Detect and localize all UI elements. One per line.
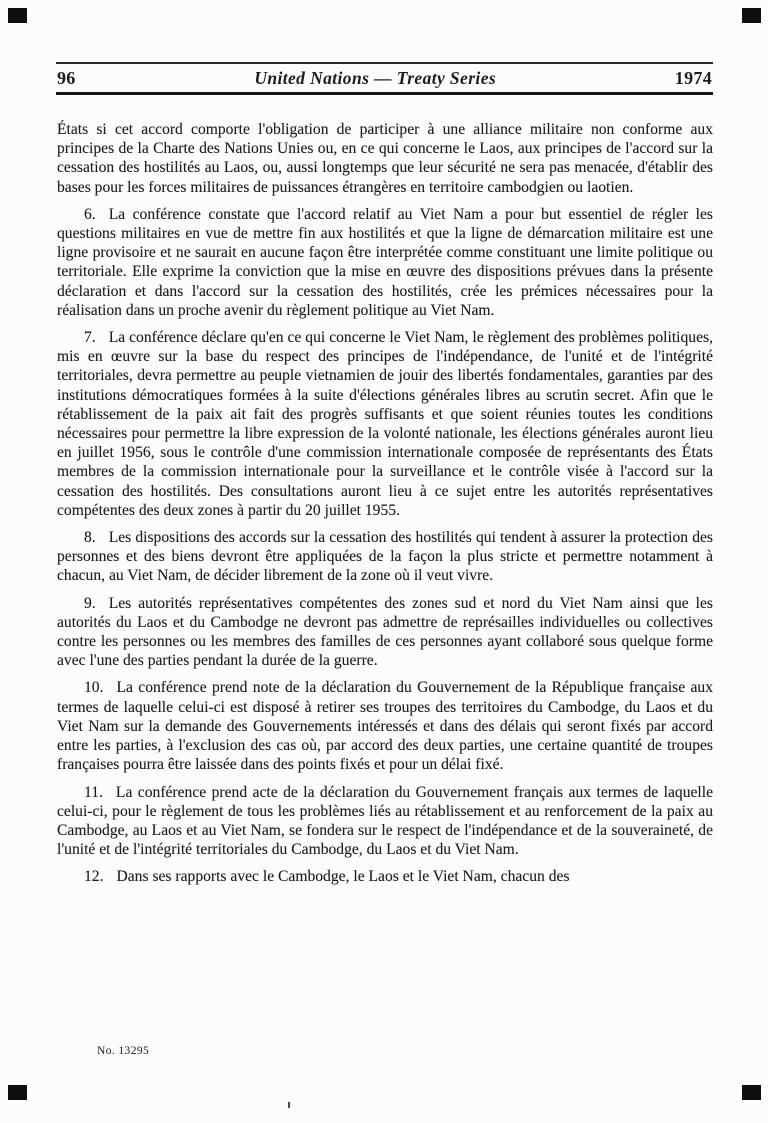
paragraph-number: 10. — [84, 679, 104, 697]
paragraph-8 — [57, 528, 713, 586]
paragraph-6 — [57, 205, 713, 320]
paragraph-11 — [57, 783, 713, 860]
paragraph-text: Les dispositions des accords sur la cessation des hostilités qui tendent à assurer la protection des personnes et des biens devront être appliquées de la façon la plus stricte et permettre notamment à chacun, au Viet Nam, de décider librement de la zone où il veut vivre. — [57, 529, 713, 585]
paragraph-10 — [57, 678, 713, 774]
scan-corner-mark-bottom-left — [8, 1085, 27, 1100]
paragraph-text: Les autorités représentatives compétentes des zones sud et nord du Viet Nam ainsi que les autorités du Laos et du Cambodge ne devront pas admettre de représailles individuelles ou collectives contre les personnes ou les membres des familles de ces personnes ayant collaboré sous quelque forme avec l'une des parties pendant la durée de la guerre. — [57, 594, 713, 670]
scan-corner-mark-top-left — [8, 8, 27, 23]
paragraph-number: 8. — [84, 529, 96, 547]
scan-corner-mark-top-right — [742, 8, 761, 23]
paragraph-text: La conférence constate que l'accord relatif au Viet Nam a pour but essentiel de régler les questions militaires en vue de mettre fin aux hostilités et que la ligne de démarcation militaire est une ligne provisoire et ne saurait en aucune façon être interprétée comme constituant une limite politique ou territoriale. Elle exprime la conviction que la mise en œuvre des dispositions prévues dans la présente déclaration et dans l'accord sur la cessation des hostilités, crée les prémices nécessaires pour la réalisation dans un proche avenir du règlement politique au Viet Nam. — [57, 205, 713, 319]
paragraph-text: États si cet accord comporte l'obligation de participer à une alliance militaire non conforme aux principes de la Charte des Nations Unies ou, en ce qui concerne le Laos, aux principes de l'accord sur la cessation des hostilités au Laos, ou, aussi longtemps que leur sécurité ne sera pas menacée, d'établir des bases pour les forces militaires de puissances étrangères en territoire cambodgien ou laotien. — [57, 121, 713, 196]
paragraph-12 — [57, 867, 713, 886]
paragraph-text: Dans ses rapports avec le Cambodge, le Laos et le Viet Nam, chacun des — [116, 868, 570, 886]
volume-year: 1974 — [674, 68, 712, 88]
paragraph-number: 9. — [84, 594, 96, 612]
running-head — [56, 62, 713, 95]
scan-corner-mark-bottom-right — [742, 1085, 761, 1100]
paragraph-7 — [57, 328, 713, 520]
paragraph-number: 11. — [84, 783, 103, 801]
paragraph-text: La conférence prend acte de la déclaration du Gouvernement français aux termes de laquelle celui-ci, pour le règlement de tous les problèmes liés au rétablissement et au renforcement de la paix au Cambodge, au Laos et au Viet Nam, se fondera sur le respect de l'indépendance et de la souveraineté, de l'unité et de l'intégrité territoriales du Cambodge, du Laos et du Viet Nam. — [57, 783, 713, 859]
body-text — [57, 120, 713, 887]
treaty-registration-number: No. 13295 — [97, 1045, 150, 1057]
paragraph-number: 7. — [84, 329, 96, 347]
paragraph-number: 12. — [84, 868, 104, 886]
series-title: United Nations — Treaty Series — [254, 68, 497, 88]
paragraph-text: La conférence prend note de la déclaration du Gouvernement de la République française aux termes de laquelle celui-ci est disposé à retirer ses troupes des territoires du Cambodge, du Laos et du Viet Nam sur la demande des Gouvernements intéressés et dans des délais qui seront fixés par accord entre les parties, à l'exclusion des cas où, par accord des deux parties, une certaine quantité de troupes françaises pourra être laissée dans des points fixés et pour un délai fixé. — [57, 679, 713, 774]
page-number: 96 — [57, 68, 76, 88]
paragraph-9 — [57, 594, 713, 671]
paragraph-continuation — [57, 120, 713, 197]
scan-artifact-tick — [288, 1102, 290, 1108]
paragraph-number: 6. — [84, 205, 96, 223]
paragraph-text: La conférence déclare qu'en ce qui concerne le Viet Nam, le règlement des problèmes politiques, mis en œuvre sur la base du respect des principes de l'indépendance, de l'unité et de l'intégrité territoriales, devra permettre au peuple vietnamien de jouir des libertés fondamentales, garanties par des institutions démocratiques formées à la suite d'élections générales libres au scrutin secret. Afin que le rétablissement de la paix ait fait des progrès suffisants et que soient réunies toutes les conditions nécessaires pour permettre la libre expression de la volonté nationale, les élections générales auront lieu en juillet 1956, sous le contrôle d'une commission internationale composée de représentants des États membres de la commission internationale pour la surveillance et le contrôle visée à l'accord sur la cessation des hostilités. Des consultations auront lieu à ce sujet entre les autorités représentatives compétentes des deux zones à partir du 20 juillet 1955. — [57, 329, 713, 519]
